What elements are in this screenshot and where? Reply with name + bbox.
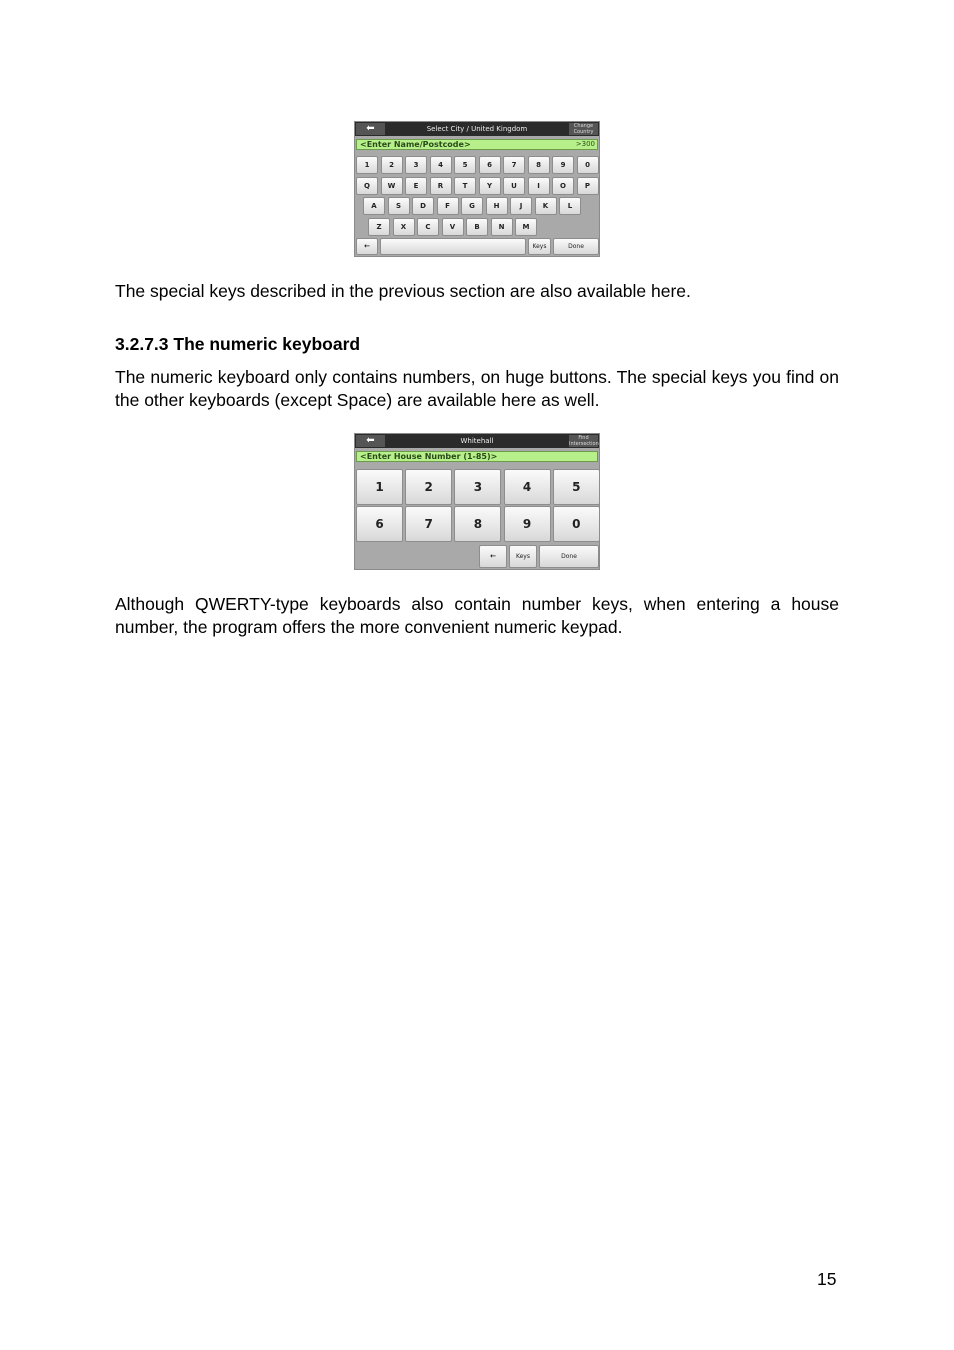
key[interactable]: 9 xyxy=(552,156,574,174)
keys-button[interactable]: Keys xyxy=(528,238,551,255)
screen-title: Whitehall xyxy=(460,437,494,445)
key[interactable]: E xyxy=(405,177,427,195)
key[interactable]: 7 xyxy=(503,156,525,174)
key[interactable]: 3 xyxy=(454,469,501,505)
key[interactable]: 1 xyxy=(356,156,378,174)
done-button[interactable]: Done xyxy=(539,545,599,568)
input-placeholder: <Enter House Number (1-85)> xyxy=(360,452,498,461)
key[interactable]: 7 xyxy=(405,506,452,542)
page-number: 15 xyxy=(817,1269,837,1289)
key[interactable]: 0 xyxy=(553,506,600,542)
key[interactable]: N xyxy=(491,218,513,236)
key[interactable]: Q xyxy=(356,177,378,195)
key[interactable]: F xyxy=(437,197,459,215)
key[interactable]: L xyxy=(559,197,581,215)
key[interactable]: I xyxy=(528,177,550,195)
keys-button[interactable]: Keys xyxy=(509,545,537,568)
key[interactable]: W xyxy=(381,177,403,195)
key[interactable]: 4 xyxy=(504,469,551,505)
key[interactable]: J xyxy=(510,197,532,215)
title-bar xyxy=(355,434,599,448)
key[interactable]: R xyxy=(430,177,452,195)
key[interactable]: S xyxy=(388,197,410,215)
find-intersection-button[interactable]: Find Intersection xyxy=(569,435,599,447)
key[interactable]: 2 xyxy=(405,469,452,505)
key[interactable]: 9 xyxy=(504,506,551,542)
numeric-keyboard-screenshot xyxy=(354,433,600,570)
key[interactable]: Y xyxy=(479,177,501,195)
key[interactable]: Z xyxy=(368,218,390,236)
key[interactable]: O xyxy=(552,177,574,195)
key[interactable]: T xyxy=(454,177,476,195)
key[interactable]: U xyxy=(503,177,525,195)
key[interactable]: 2 xyxy=(381,156,403,174)
key[interactable]: 1 xyxy=(356,469,403,505)
key[interactable]: 8 xyxy=(454,506,501,542)
key[interactable]: A xyxy=(363,197,385,215)
backspace-button[interactable]: ← xyxy=(356,238,378,255)
paragraph-qwerty-note: Although QWERTY-type keyboards also contain number keys, when entering a house number, the program offers the more convenient numeric keypad. xyxy=(115,594,839,637)
input-placeholder: <Enter Name/Postcode> xyxy=(360,140,471,149)
key[interactable]: B xyxy=(466,218,488,236)
key[interactable]: X xyxy=(393,218,415,236)
house-number-input[interactable] xyxy=(356,451,598,462)
key[interactable]: 4 xyxy=(430,156,452,174)
space-button[interactable] xyxy=(380,238,526,255)
screen-title: Select City / United Kingdom xyxy=(426,125,528,133)
back-arrow-icon[interactable]: ⬅ xyxy=(356,435,385,447)
key[interactable]: V xyxy=(442,218,464,236)
key[interactable]: C xyxy=(417,218,439,236)
key[interactable]: P xyxy=(577,177,599,195)
paragraph-special-keys: The special keys described in the previous section are also available here. xyxy=(115,281,691,301)
done-button[interactable]: Done xyxy=(553,238,599,255)
key[interactable]: K xyxy=(535,197,557,215)
result-count: >300 xyxy=(575,140,595,148)
key[interactable]: 6 xyxy=(479,156,501,174)
qwerty-keyboard-screenshot xyxy=(354,121,600,257)
key[interactable]: 0 xyxy=(577,156,599,174)
key[interactable]: M xyxy=(515,218,537,236)
paragraph-numeric-keyboard: The numeric keyboard only contains numbers, on huge buttons. The special keys you find on the other keyboards (except Space) are available here as well. xyxy=(115,367,839,410)
title-bar xyxy=(355,122,599,136)
key[interactable]: 3 xyxy=(405,156,427,174)
key[interactable]: 6 xyxy=(356,506,403,542)
key[interactable]: 5 xyxy=(553,469,600,505)
backspace-button[interactable]: ← xyxy=(479,545,507,568)
section-heading: 3.2.7.3 The numeric keyboard xyxy=(115,334,361,354)
key[interactable]: H xyxy=(486,197,508,215)
key[interactable]: 8 xyxy=(528,156,550,174)
name-postcode-input[interactable] xyxy=(356,139,598,150)
change-country-button[interactable]: Change Country xyxy=(569,123,598,135)
key[interactable]: G xyxy=(461,197,483,215)
key[interactable]: 5 xyxy=(454,156,476,174)
back-arrow-icon[interactable]: ⬅ xyxy=(356,123,385,135)
key[interactable]: D xyxy=(412,197,434,215)
